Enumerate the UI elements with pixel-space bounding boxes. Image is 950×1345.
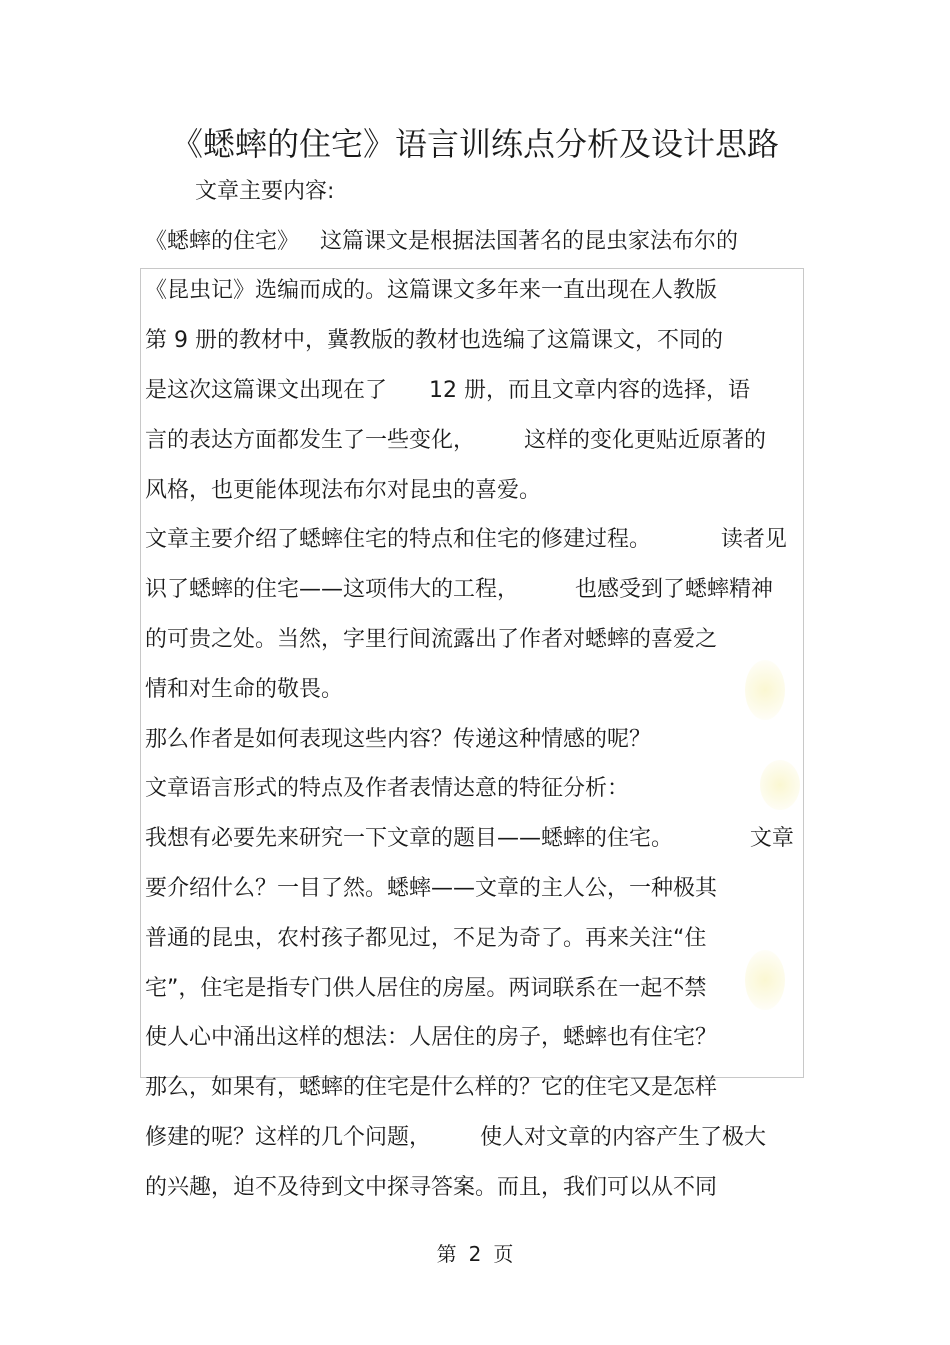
text-line: 文章语言形式的特点及作者表情达意的特征分析： bbox=[145, 776, 630, 801]
text-line: 要介绍什么？一目了然。蟋蟀——文章的主人公，一种极其 bbox=[145, 876, 718, 901]
text-line: 的兴趣，迫不及待到文中探寻答案。而且，我们可以从不同 bbox=[145, 1175, 718, 1200]
text-line: 普通的昆虫，农村孩子都见过，不足为奇了。再来关注“住 bbox=[145, 926, 707, 951]
text-line: 风格，也更能体现法布尔对昆虫的喜爱。 bbox=[145, 478, 542, 503]
page-label-prefix: 第 bbox=[436, 1242, 457, 1266]
document-title: 《蟋蟀的住宅》语言训练点分析及设计思路 bbox=[170, 125, 779, 163]
text-line: 使人心中涌出这样的想法：人居住的房子，蟋蟀也有住宅？ bbox=[145, 1025, 718, 1050]
page-label-suffix: 页 bbox=[493, 1242, 514, 1266]
text-line: 的可贵之处。当然，字里行间流露出了作者对蟋蟀的喜爱之 bbox=[145, 627, 718, 652]
text-line: 识了蟋蟀的住宅——这项伟大的工程， 也感受到了蟋蟀精神 bbox=[145, 577, 773, 602]
background-smudge bbox=[760, 760, 800, 810]
text-line: 修建的呢？这样的几个问题， 使人对文章的内容产生了极大 bbox=[145, 1125, 766, 1150]
text-line: 《昆虫记》选编而成的。这篇课文多年来一直出现在人教版 bbox=[145, 278, 718, 303]
page-number: 2 bbox=[468, 1242, 482, 1266]
text-line: 情和对生命的敬畏。 bbox=[145, 677, 344, 702]
text-line: 那么作者是如何表现这些内容？传递这种情感的呢？ bbox=[145, 727, 652, 752]
text-line: 宅”，住宅是指专门供人居住的房屋。两词联系在一起不禁 bbox=[145, 976, 707, 1001]
background-smudge bbox=[745, 950, 785, 1010]
text-line: 文章主要介绍了蟋蟀住宅的特点和住宅的修建过程。 读者见 bbox=[145, 527, 787, 552]
text-line: 第 9 册的教材中，冀教版的教材也选编了这篇课文，不同的 bbox=[145, 328, 723, 353]
text-line: 言的表达方面都发生了一些变化， 这样的变化更贴近原著的 bbox=[145, 428, 766, 453]
background-smudge bbox=[745, 660, 785, 720]
text-line: 我想有必要先来研究一下文章的题目——蟋蟀的住宅。 文章 bbox=[145, 826, 794, 851]
page-footer bbox=[0, 1240, 950, 1268]
text-line: 那么，如果有，蟋蟀的住宅是什么样的？它的住宅又是怎样 bbox=[145, 1075, 718, 1100]
text-line: 《蟋蟀的住宅》 这篇课文是根据法国著名的昆虫家法布尔的 bbox=[145, 229, 738, 254]
text-line: 是这次这篇课文出现在了 12 册，而且文章内容的选择，语 bbox=[145, 378, 750, 403]
text-line: 文章主要内容: bbox=[195, 179, 335, 204]
